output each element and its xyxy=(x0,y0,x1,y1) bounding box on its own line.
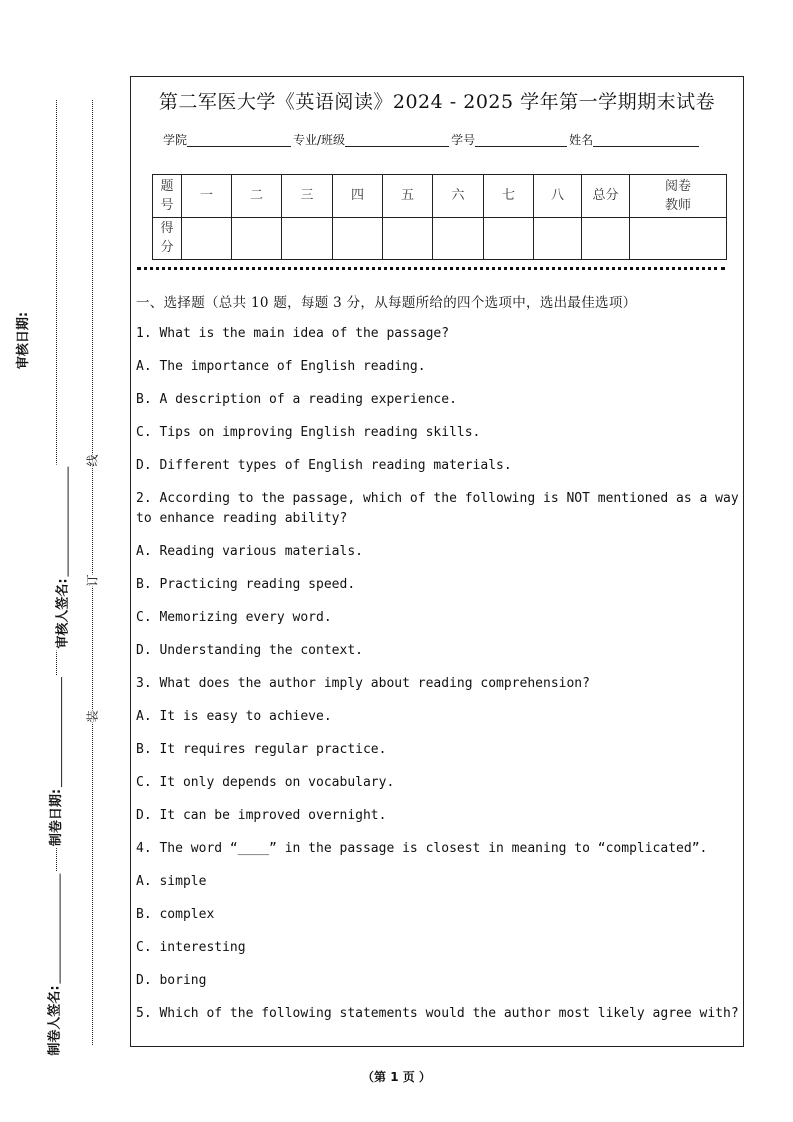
question-text: 1. What is the main idea of the passage? xyxy=(136,326,450,341)
binding-margin xyxy=(16,100,120,1056)
bind-char-xian: 线 xyxy=(82,454,103,466)
row-header-defen: 得 分 xyxy=(153,217,182,260)
option: D. It can be improved overnight. xyxy=(136,807,387,823)
score-cell[interactable] xyxy=(182,217,232,260)
col-header: 三 xyxy=(282,175,333,218)
college-label: 学院 xyxy=(163,133,188,147)
student-id-label: 学号 xyxy=(451,133,476,147)
col-header: 二 xyxy=(232,175,282,218)
col-header: 一 xyxy=(182,175,232,218)
major-label: 专业/班级 xyxy=(293,133,346,147)
col-header: 六 xyxy=(433,175,484,218)
grader-cell[interactable] xyxy=(630,217,727,260)
option: A. It is easy to achieve. xyxy=(136,709,332,725)
score-cell[interactable] xyxy=(534,217,582,260)
score-cell-total[interactable] xyxy=(582,217,630,260)
grader-header: 阅卷 教师 xyxy=(630,175,727,218)
option: C. interesting xyxy=(136,939,246,955)
score-header-row xyxy=(153,175,727,218)
exam-title: 第二军医大学《英语阅读》2024 - 2025 学年第一学期期末试卷 xyxy=(158,91,716,113)
student-info-row xyxy=(163,131,701,148)
option: D. Understanding the context. xyxy=(136,643,363,659)
student-id-blank[interactable] xyxy=(475,133,567,147)
score-cell[interactable] xyxy=(484,217,534,260)
reviewer-sign-field: 审核人签名: xyxy=(52,464,71,650)
inner-dotted-line xyxy=(92,100,93,1045)
score-table xyxy=(152,174,727,260)
section-title: 一、选择题（总共 10 题，每题 3 分，从每题所给的四个选项中，选出最佳选项） xyxy=(136,295,637,311)
bind-char-zhuang: 装 xyxy=(82,710,103,722)
option: C. Memorizing every word. xyxy=(136,610,332,626)
question-text: 2. According to the passage, which of the following is NOT mentioned as a way to enhance reading ability? xyxy=(136,490,739,526)
score-cell[interactable] xyxy=(383,217,433,260)
option: C. Tips on improving English reading skills. xyxy=(136,424,481,440)
question-text: 3. What does the author imply about reading comprehension? xyxy=(136,676,590,692)
option: B. It requires regular practice. xyxy=(136,742,387,758)
make-date-field: 制卷日期: xyxy=(45,675,64,848)
col-header-total: 总分 xyxy=(582,175,630,218)
col-header: 七 xyxy=(484,175,534,218)
score-cell[interactable] xyxy=(232,217,282,260)
row-header-tihao: 题 号 xyxy=(153,175,182,218)
questions-body xyxy=(136,291,741,1037)
college-blank[interactable] xyxy=(187,133,291,147)
col-header: 四 xyxy=(333,175,383,218)
score-cell[interactable] xyxy=(333,217,383,260)
maker-sign-field: 制卷人签名: xyxy=(44,871,63,1057)
question-text: 5. Which of the following statements would the author most likely agree with? xyxy=(136,1005,739,1021)
name-blank[interactable] xyxy=(593,133,699,147)
option: B. Practicing reading speed. xyxy=(136,577,356,593)
option: B. complex xyxy=(136,906,215,922)
review-date-field: 审核日期: xyxy=(12,308,31,371)
exam-frame xyxy=(130,76,744,1047)
name-label: 姓名 xyxy=(569,133,594,147)
option: C. It only depends on vocabulary. xyxy=(136,775,395,790)
option: D. Different types of English reading materials. xyxy=(136,457,512,473)
dotted-separator xyxy=(137,267,725,270)
option: A. The importance of English reading. xyxy=(136,358,426,374)
score-value-row xyxy=(153,217,727,260)
option: B. A description of a reading experience. xyxy=(136,391,457,407)
option: A. Reading various materials. xyxy=(136,544,363,560)
page-number: （第 1 页 ） xyxy=(362,1070,431,1084)
bind-char-ding: 订 xyxy=(82,574,103,586)
col-header: 八 xyxy=(534,175,582,218)
question-text: 4. The word “____” in the passage is closest in meaning to “complicated”. xyxy=(136,840,708,856)
major-blank[interactable] xyxy=(345,133,449,147)
option: A. simple xyxy=(136,873,207,889)
score-cell[interactable] xyxy=(433,217,484,260)
score-cell[interactable] xyxy=(282,217,333,260)
col-header: 五 xyxy=(383,175,433,218)
option: D. boring xyxy=(136,972,207,988)
